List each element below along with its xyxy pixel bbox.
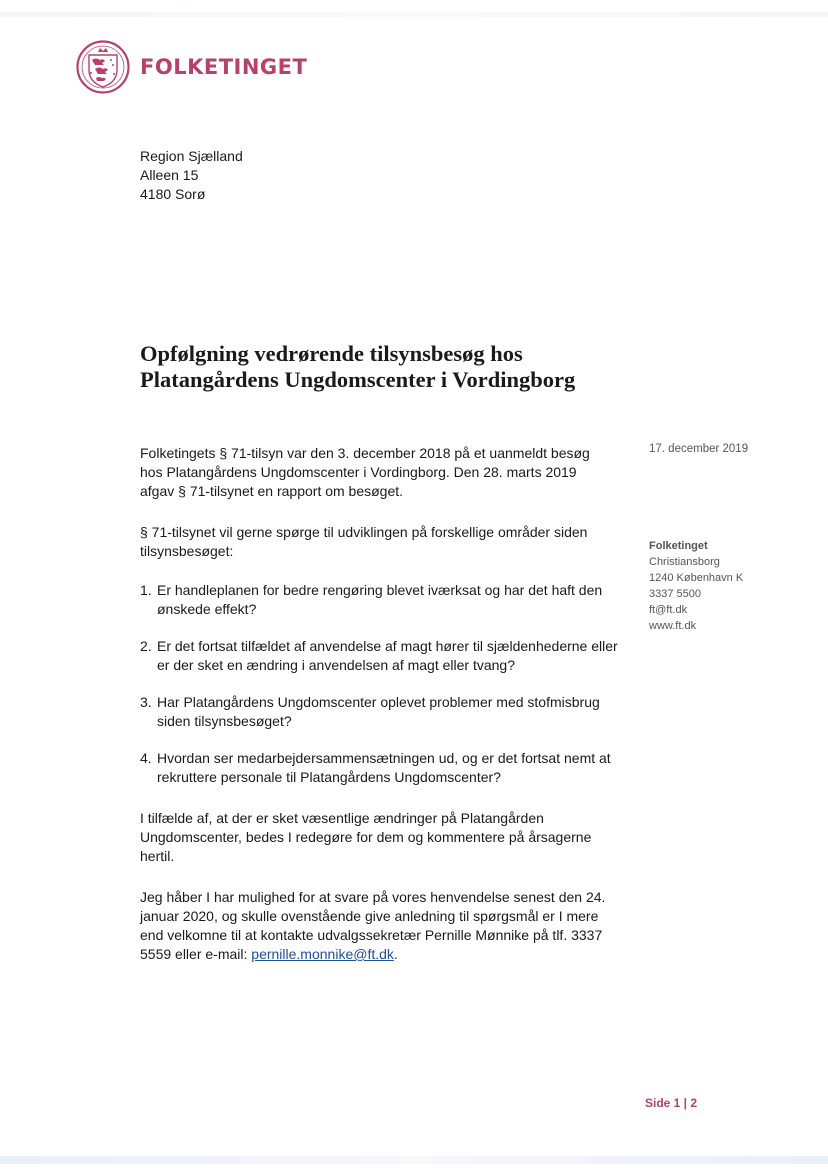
list-number: 2. bbox=[140, 638, 152, 654]
sender-web: www.ft.dk bbox=[649, 620, 697, 632]
recipient-line: Alleen 15 bbox=[140, 167, 199, 183]
list-item bbox=[140, 581, 620, 619]
page-number: Side 1 | 2 bbox=[645, 1096, 698, 1110]
list-text: Hvordan ser medarbejdersammensætningen ud, og er det fortsat nemt at rekruttere personale til Platangårdens Ungdomscenter? bbox=[157, 750, 611, 785]
sender-city: 1240 København K bbox=[649, 572, 744, 584]
letter-date: 17. december 2019 bbox=[649, 443, 749, 455]
sender-place: Christiansborg bbox=[649, 556, 720, 568]
scan-edge-top bbox=[0, 12, 828, 17]
coat-of-arms-icon bbox=[76, 40, 130, 94]
paragraph: § 71-tilsynet vil gerne spørge til udviklingen på forskellige områder siden tilsynsbesøget: bbox=[140, 524, 588, 559]
list-text: Er handleplanen for bedre rengøring blevet iværksat og har det haft den ønskede effekt? bbox=[157, 582, 603, 617]
list-item bbox=[140, 637, 620, 675]
question-list bbox=[140, 581, 620, 787]
sender-org: Folketinget bbox=[649, 540, 708, 552]
sender-info bbox=[649, 538, 743, 634]
list-number: 1. bbox=[140, 582, 152, 598]
email-link[interactable]: pernille.monnike@ft.dk bbox=[251, 946, 394, 962]
list-text: Er det fortsat tilfældet af anvendelse af magt hører til sjældenhederne eller er der sket en ændring i anvendelsen af magt eller tvang? bbox=[157, 638, 618, 673]
org-name: FOLKETINGET bbox=[140, 55, 308, 79]
folketinget-logo bbox=[76, 40, 307, 94]
paragraph: I tilfælde af, at der er sket væsentlige ændringer på Platangården Ungdomscenter, bedes I redegøre for dem og kommentere på årsagerne hertil. bbox=[140, 810, 592, 864]
list-number: 3. bbox=[140, 694, 152, 710]
recipient-address bbox=[140, 147, 243, 204]
paragraph bbox=[140, 888, 620, 964]
recipient-line: Region Sjælland bbox=[140, 148, 243, 164]
scan-edge-bottom bbox=[0, 1156, 828, 1164]
letter-body bbox=[140, 444, 620, 964]
list-item bbox=[140, 749, 620, 787]
list-number: 4. bbox=[140, 750, 152, 766]
sender-email: ft@ft.dk bbox=[649, 604, 688, 616]
sender-phone: 3337 5500 bbox=[649, 588, 701, 600]
paragraph: Folketingets § 71-tilsyn var den 3. december 2018 på et uanmeldt besøg hos Platangårdens Ungdomscenter i Vordingborg. Den 28. marts 2019 afgav § 71-tilsynet en rapport om besøget. bbox=[140, 445, 590, 499]
paragraph-end: . bbox=[393, 946, 398, 962]
paragraph-text: Jeg håber I har mulighed for at svare på vores henvendelse senest den 24. januar 2020, og skulle ovenstående give anledning til spørgsmål er I mere end velkomne til at kontakte udvalgssekretær Pernille Mønnike på tlf. 3337 5559 eller e-mail: bbox=[140, 889, 606, 962]
list-text: Har Platangårdens Ungdomscenter oplevet problemer med stofmisbrug siden tilsynsbesøget? bbox=[157, 694, 600, 729]
letter-title: Opfølgning vedrørende tilsynsbesøg hos Platangårdens Ungdomscenter i Vordingborg bbox=[140, 341, 576, 392]
recipient-line: 4180 Sorø bbox=[140, 186, 206, 202]
list-item bbox=[140, 693, 620, 731]
